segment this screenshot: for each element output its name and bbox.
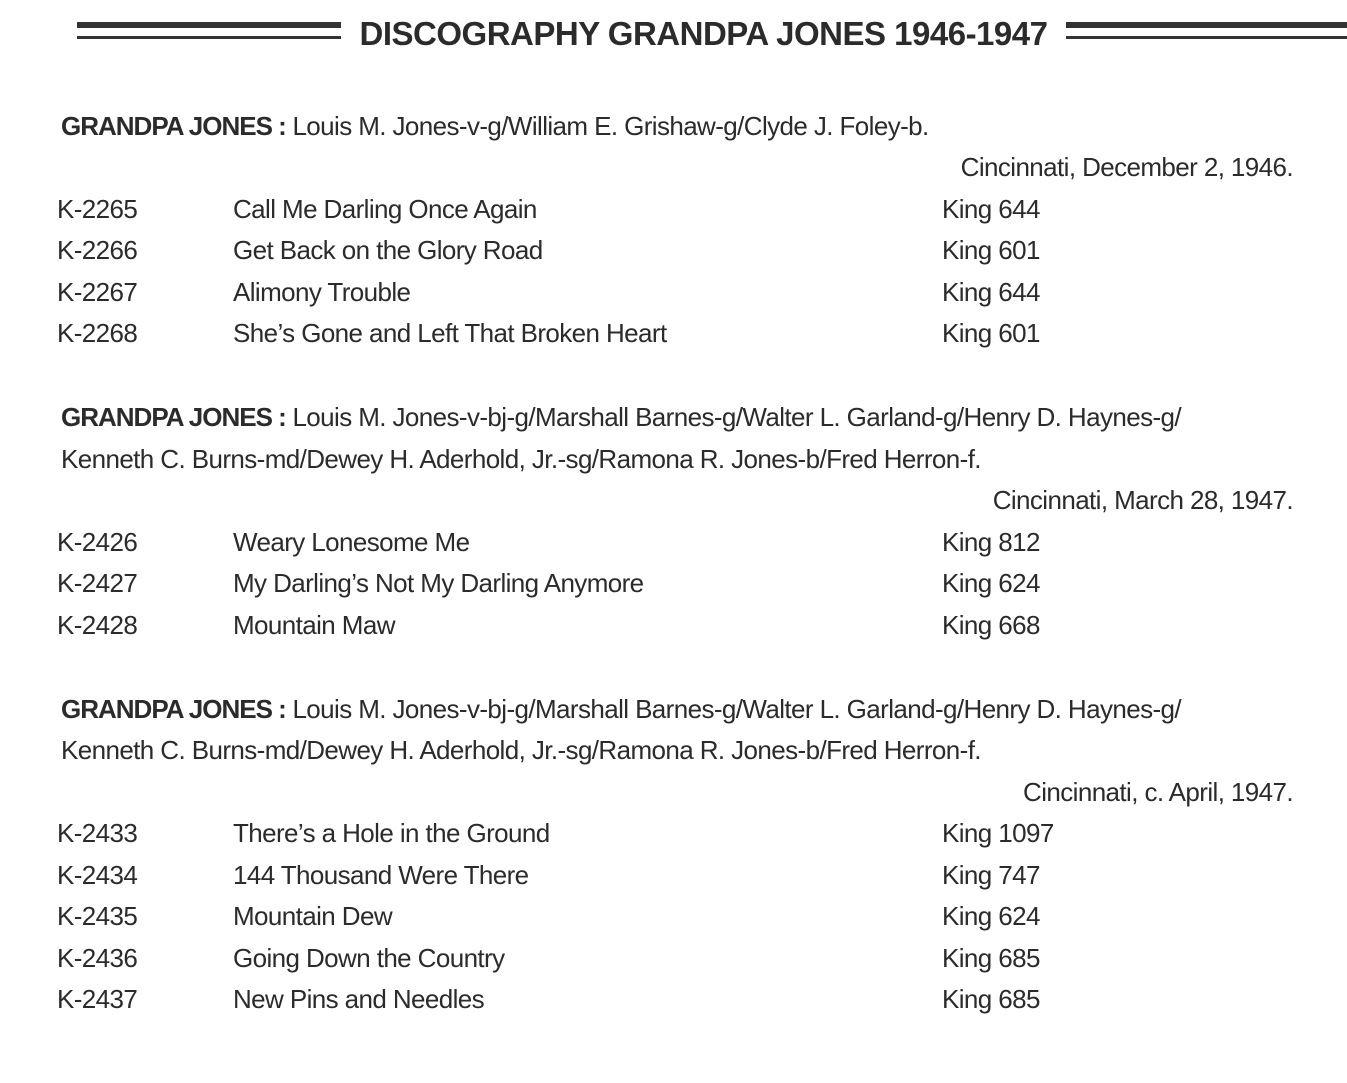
song-title: Mountain Maw <box>233 610 395 640</box>
track-row <box>0 525 1347 559</box>
song-title: Mountain Dew <box>233 901 392 931</box>
matrix-number: K-2268 <box>57 318 138 348</box>
song-title: My Darling’s Not My Darling Anymore <box>233 568 644 598</box>
track-row <box>0 608 1347 642</box>
song-title: She’s Gone and Left That Broken Heart <box>233 318 667 348</box>
song-title: There’s a Hole in the Ground <box>233 818 550 848</box>
song-title: Alimony Trouble <box>233 277 411 307</box>
issue-number: King 747 <box>942 860 1040 890</box>
matrix-number: K-2434 <box>57 860 138 890</box>
song-title: 144 Thousand Were There <box>233 860 529 890</box>
matrix-number: K-2436 <box>57 943 138 973</box>
matrix-number: K-2428 <box>57 610 138 640</box>
artist-name: GRANDPA JONES : <box>61 402 286 432</box>
issue-number: King 685 <box>942 943 1040 973</box>
artist-name: GRANDPA JONES : <box>61 694 286 724</box>
session-place-date: Cincinnati, c. April, 1947. <box>1023 777 1293 807</box>
personnel-text: Louis M. Jones-v-bj-g/Marshall Barnes-g/Walter L. Garland-g/Henry D. Haynes-g/ <box>292 402 1182 432</box>
song-title: New Pins and Needles <box>233 984 485 1014</box>
issue-number: King 624 <box>942 568 1040 598</box>
song-title: Call Me Darling Once Again <box>233 194 537 224</box>
track-row <box>0 566 1347 600</box>
personnel-line <box>61 109 929 143</box>
issue-number: King 624 <box>942 901 1040 931</box>
issue-number: King 1097 <box>942 818 1054 848</box>
matrix-number: K-2437 <box>57 984 138 1014</box>
matrix-number: K-2435 <box>57 901 138 931</box>
issue-number: King 668 <box>942 610 1040 640</box>
issue-number: King 685 <box>942 984 1040 1014</box>
issue-number: King 644 <box>942 277 1040 307</box>
song-title: Get Back on the Glory Road <box>233 235 543 265</box>
header-rule-right <box>1066 22 1347 44</box>
track-row <box>0 233 1347 267</box>
song-title: Going Down the Country <box>233 943 505 973</box>
personnel-line <box>61 692 1181 726</box>
issue-number: King 812 <box>942 527 1040 557</box>
matrix-number: K-2427 <box>57 568 138 598</box>
issue-number: King 601 <box>942 318 1040 348</box>
matrix-number: K-2426 <box>57 527 138 557</box>
track-row <box>0 316 1347 350</box>
matrix-number: K-2266 <box>57 235 138 265</box>
personnel-line <box>61 400 1181 434</box>
issue-number: King 601 <box>942 235 1040 265</box>
personnel-line-continued: Kenneth C. Burns-md/Dewey H. Aderhold, Jr.-sg/Ramona R. Jones-b/Fred Herron-f. <box>61 735 981 765</box>
personnel-line-continued: Kenneth C. Burns-md/Dewey H. Aderhold, Jr.-sg/Ramona R. Jones-b/Fred Herron-f. <box>61 444 981 474</box>
issue-number: King 644 <box>942 194 1040 224</box>
personnel-text: Louis M. Jones-v-g/William E. Grishaw-g/Clyde J. Foley-b. <box>292 111 929 141</box>
page-header <box>0 14 1347 54</box>
track-row <box>0 858 1347 892</box>
personnel-text: Louis M. Jones-v-bj-g/Marshall Barnes-g/Walter L. Garland-g/Henry D. Haynes-g/ <box>292 694 1182 724</box>
track-row <box>0 982 1347 1016</box>
matrix-number: K-2267 <box>57 277 138 307</box>
session-place-date: Cincinnati, December 2, 1946. <box>960 152 1293 182</box>
session-place-date: Cincinnati, March 28, 1947. <box>992 485 1293 515</box>
song-title: Weary Lonesome Me <box>233 527 470 557</box>
track-row <box>0 816 1347 850</box>
matrix-number: K-2265 <box>57 194 138 224</box>
artist-name: GRANDPA JONES : <box>61 111 286 141</box>
header-rule-left <box>77 22 341 44</box>
matrix-number: K-2433 <box>57 818 138 848</box>
track-row <box>0 941 1347 975</box>
track-row <box>0 275 1347 309</box>
track-row <box>0 192 1347 226</box>
page-title: DISCOGRAPHY GRANDPA JONES 1946-1947 <box>359 15 1048 52</box>
track-row <box>0 899 1347 933</box>
